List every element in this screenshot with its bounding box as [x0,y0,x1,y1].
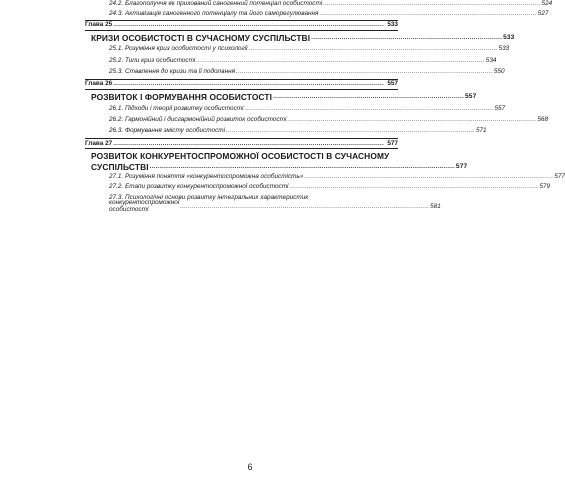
toc-chapter-25 [85,20,398,31]
leader-dots: .............................................................................................................................. [180,202,430,210]
toc-entry-page: 579 [539,183,551,191]
toc-entry-26-3 [85,126,487,137]
leader-dots: ......................................................................................................................................... [113,139,384,147]
section-page: 557 [465,93,477,101]
chapter-page: 533 [387,21,398,29]
toc-entry-text-line1: 27.3. Психологічні основи розвитку інтегральних характеристик [109,193,309,201]
toc-entry-text: 26.1. Підходи і теорії розвитку особистості [109,104,244,112]
toc-entry-page: 534 [485,56,497,64]
toc-entry-24-3 [85,9,549,20]
section-title-line2: СУСПІЛЬСТВІ [91,161,149,172]
chapter-label: Глава 26 [85,80,113,88]
section-title: РОЗВИТОК І ФОРМУВАННЯ ОСОБИСТОСТІ [91,92,273,103]
section-page: 533 [503,34,515,42]
toc-entry-text: 25.2. Типи криз особистості [109,56,196,64]
toc-entry-25-1 [85,44,510,55]
table-of-contents [85,0,565,214]
toc-entry-page: 550 [493,68,505,76]
toc-entry-text: 27.2. Етапи розвитку конкурентоспроможної особистості [109,183,289,191]
toc-entry-text: 26.2. Гармонійний і дисгармонійний розвиток особистості [109,116,287,124]
section-title-line1: РОЗВИТОК КОНКУРЕНТОСПРОМОЖНОЇ ОСОБИСТОСТІ В СУЧАСНОМУ [91,151,390,162]
toc-entry-page: 581 [430,202,441,210]
toc-entry-27-2 [85,182,551,193]
toc-entry-26-2 [85,115,549,126]
toc-entry-text: 25.1. Розуміння криз особистості у психології [109,45,248,53]
leader-dots: .................................................................................................................................................. [196,56,485,64]
chapter-page: 557 [387,80,398,88]
leader-dots: .............................................................................................................................. [289,183,539,191]
toc-entry-text: 25.3. Ставлення до кризи та її подолання [109,68,236,76]
leader-dots: .............................................................................................. [273,93,465,101]
leader-dots: .............................................................................................................. [323,0,541,8]
leader-dots: ......................................................................................................................................... [113,80,384,88]
leader-dots: .............................................................................................................................. [248,45,498,53]
toc-entry-26-1 [85,103,506,114]
toc-entry-24-2 [85,0,553,9]
toc-section-27 [85,151,468,172]
toc-entry-page: 571 [475,127,487,135]
leader-dots: .............................................................................................................................. [287,116,537,124]
toc-section-26 [85,92,477,103]
toc-entry-text: 24.2. Благополуччя як прихований саногенний потенціал особистості [109,0,323,8]
toc-entry-text: 24.3. Активізація саногенного потенціалу та його саморегулювання [109,10,319,18]
toc-section-25 [85,33,515,44]
section-title: КРИЗИ ОСОБИСТОСТІ В СУЧАСНОМУ СУСПІЛЬСТВІ [91,33,311,44]
leader-dots: .............................................................................................................................. [226,127,475,135]
toc-entry-25-3 [85,67,505,78]
chapter-label: Глава 25 [85,21,113,29]
leader-dots: .............................................................................................................................. [304,172,554,180]
toc-chapter-26 [85,79,398,90]
toc-entry-text: 27.1. Розуміння поняття «конкурентоспроможна особистість» [109,172,304,180]
toc-entry-page: 557 [494,104,506,112]
toc-chapter-27 [85,138,398,149]
toc-entry-page: 524 [541,0,553,8]
toc-entry-page: 568 [537,116,549,124]
leader-dots: .............................................................................................................. [319,10,537,18]
chapter-page: 577 [387,139,398,147]
toc-entry-page: 533 [498,45,510,53]
leader-dots: .............................................................................................................................. [244,104,494,112]
leader-dots: .............................................................................................................................................................. [149,163,455,171]
page-number: 6 [247,462,253,472]
toc-entry-page: 527 [537,10,549,18]
toc-entry-page: 577 [554,172,565,180]
chapter-label: Глава 27 [85,139,113,147]
toc-entry-25-2 [85,55,497,66]
toc-entry-text: 26.3. Формування змісту особистості [109,127,226,135]
section-page: 577 [455,163,468,171]
toc-entry-text-line2: конкурентоспроможної особистості [109,199,180,214]
leader-dots: .................................................................................................................................. [236,68,493,76]
toc-entry-27-1 [85,172,565,183]
toc-entry-27-3 [85,193,441,214]
leader-dots: .............................................................................................. [311,34,503,42]
leader-dots: ......................................................................................................................................... [113,21,384,29]
